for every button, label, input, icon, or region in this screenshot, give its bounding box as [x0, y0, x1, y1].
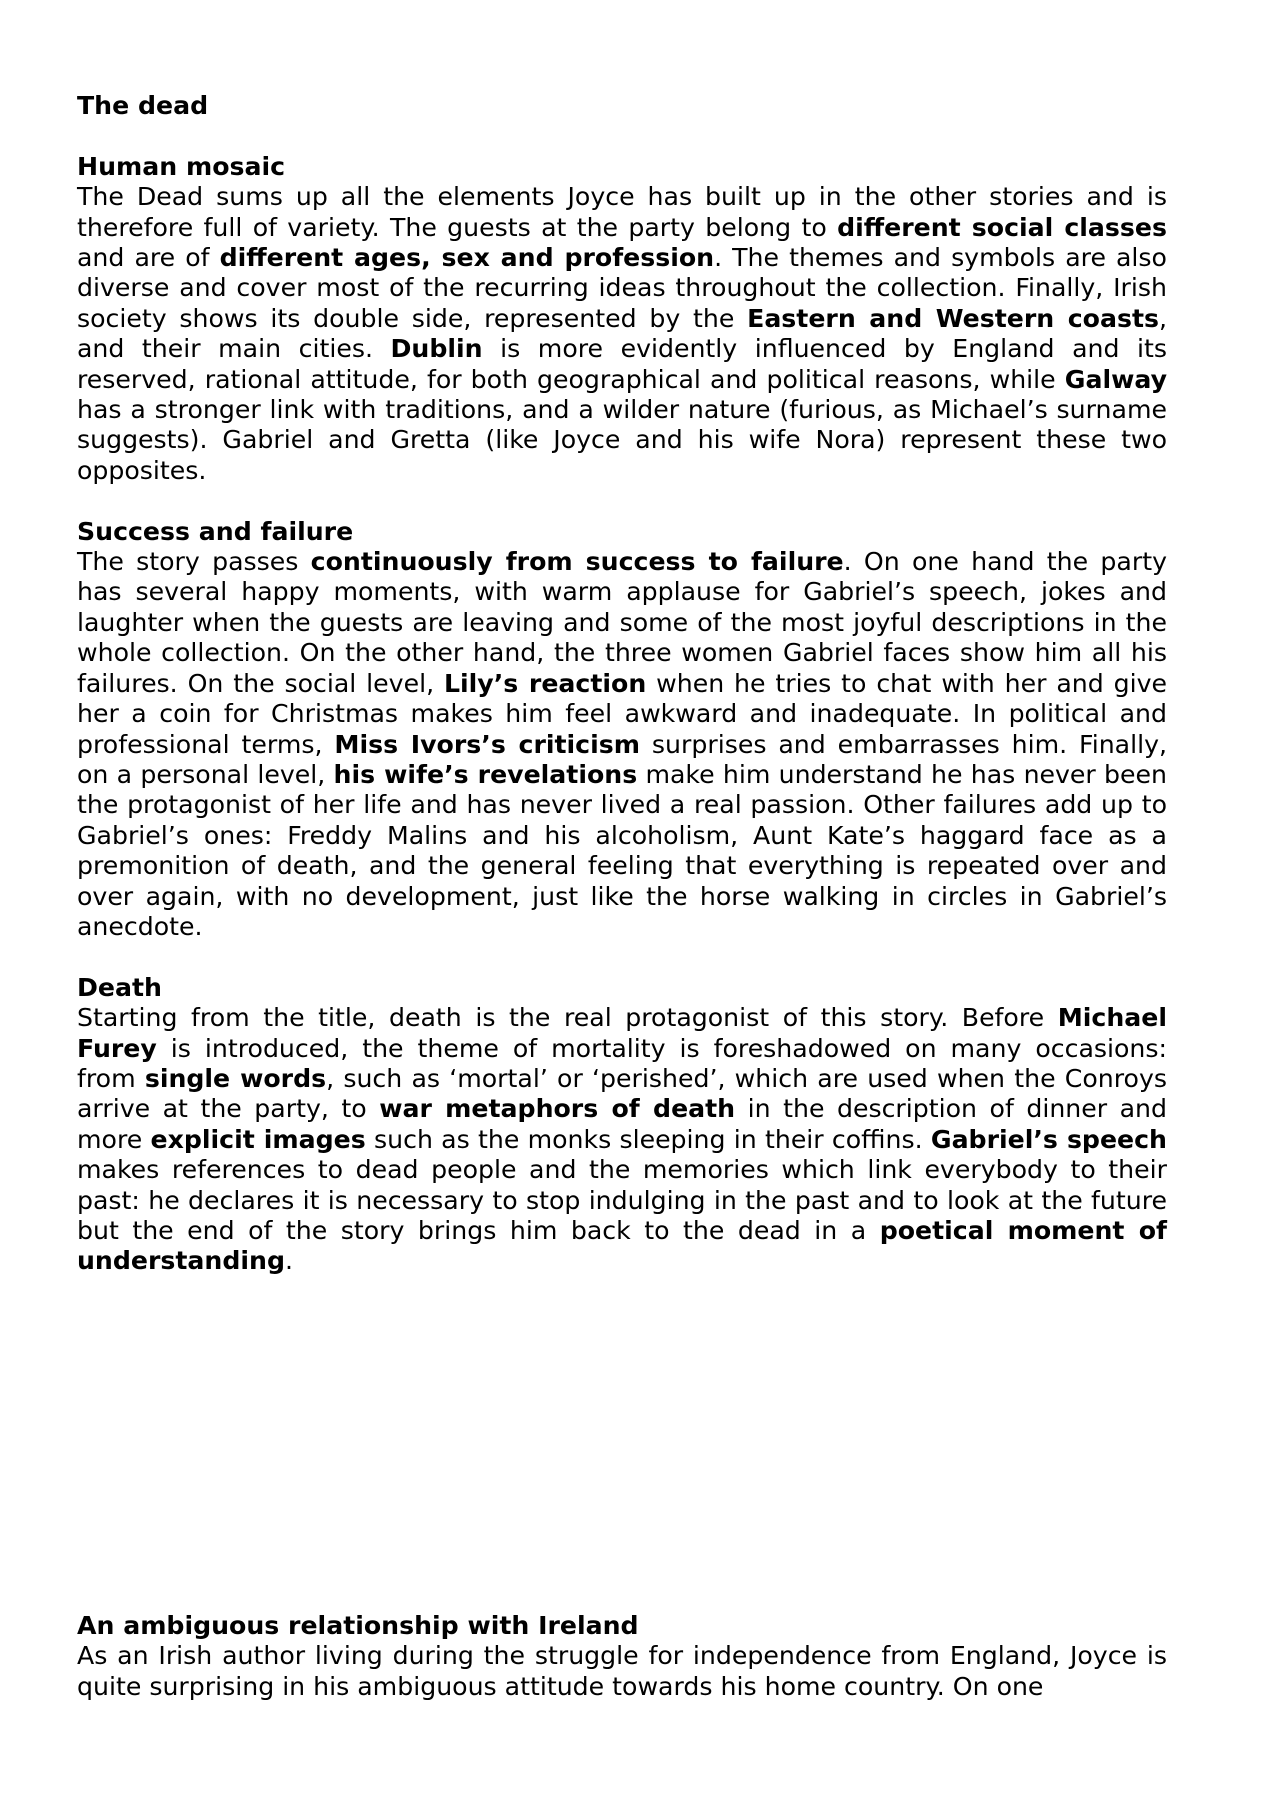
spacer	[77, 942, 1167, 972]
spacer	[77, 486, 1167, 516]
paragraph-ireland: As an Irish author living during the struggle for independence from England, Joyce is quite surprising in his ambiguous attitude towards his home country. On one	[77, 1641, 1167, 1701]
spacer	[77, 1277, 1167, 1611]
paragraph-death: Starting from the title, death is the real protagonist of this story. Before Michael Furey is introduced, the theme of mortality is foreshadowed on many occasions: from single words, such as ‘mortal’ or ‘perished’, which are used when the Conroys arrive at the party, to war metaphors of death in the description of dinner and more explicit images such as the monks sleeping in their coffins. Gabriel’s speech makes references to dead people and the memories which link everybody to their past: he declares it is necessary to stop indulging in the past and to look at the future but the end of the story brings him back to the dead in a poetical moment of understanding.	[77, 1003, 1167, 1276]
paragraph-success-and-failure: The story passes continuously from success to failure. On one hand the party has several happy moments, with warm applause for Gabriel’s speech, jokes and laughter when the guests are leaving and some of the most joyful descriptions in the whole collection. On the other hand, the three women Gabriel faces show him all his failures. On the social level, Lily’s reaction when he tries to chat with her and give her a coin for Christmas makes him feel awkward and inadequate. In political and professional terms, Miss Ivors’s criticism surprises and embarrasses him. Finally, on a personal level, his wife’s revelations make him understand he has never been the protagonist of her life and has never lived a real passion. Other failures add up to Gabriel’s ones: Freddy Malins and his alcoholism, Aunt Kate’s haggard face as a premonition of death, and the general feeling that everything is repeated over and over again, with no development, just like the horse walking in circles in Gabriel’s anecdote.	[77, 547, 1168, 941]
section-heading-death: Death	[77, 972, 162, 1002]
paragraph-human-mosaic: The Dead sums up all the elements Joyce has built up in the other stories and is therefore full of variety. The guests at the party belong to different social classes and are of different ages, sex and profession. The themes and symbols are also diverse and cover most of the recurring ideas throughout the collection. Finally, Irish society shows its double side, represented by the Eastern and Western coasts, and their main cities. Dublin is more evidently influenced by England and its reserved, rational attitude, for both geographical and political reasons, while Galway has a stronger link with traditions, and a wilder nature (furious, as Michael’s surname suggests). Gabriel and Gretta (like Joyce and his wife Nora) represent these two opposites.	[77, 182, 1167, 485]
document-title: The dead	[77, 91, 209, 120]
section-heading-human-mosaic: Human mosaic	[77, 151, 286, 181]
section-heading-success-and-failure: Success and failure	[77, 516, 354, 546]
spacer	[77, 121, 1167, 151]
section-heading-ireland: An ambiguous relationship with Ireland	[77, 1610, 639, 1640]
document-page	[77, 91, 1167, 1702]
